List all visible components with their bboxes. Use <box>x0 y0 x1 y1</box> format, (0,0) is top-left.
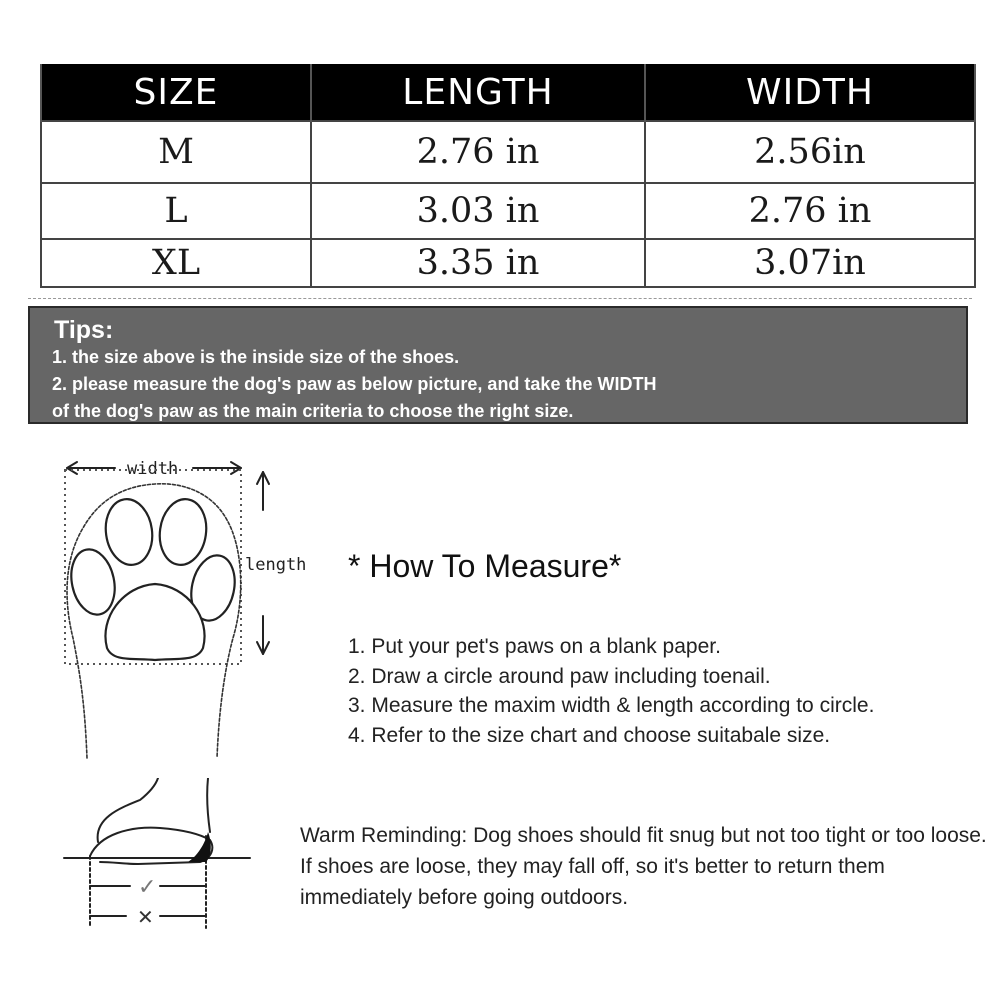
tips-line-3: of the dog's paw as the main criteria to choose the right size. <box>52 401 574 421</box>
list-item: 2. Draw a circle around paw including toenail. <box>348 664 771 688</box>
how-to-measure-title: * How To Measure* <box>348 548 622 584</box>
tips-line-1: 1. the size above is the inside size of the shoes. <box>52 347 460 367</box>
table-header-row <box>41 64 975 121</box>
length-label: length <box>245 555 307 575</box>
size-cell: M <box>41 121 311 183</box>
tips-title: Tips: <box>54 316 114 344</box>
length-cell: 3.35 in <box>311 239 645 287</box>
paw-measure-illustration <box>55 448 315 763</box>
table-row <box>41 121 975 183</box>
tips-line-2: 2. please measure the dog's paw as below picture, and take the WIDTH <box>52 374 657 394</box>
tips-box <box>28 306 968 424</box>
table-row <box>41 239 975 287</box>
header-width: WIDTH <box>645 64 975 121</box>
width-cell: 2.56in <box>645 121 975 183</box>
shoe-fit-illustration <box>60 778 260 938</box>
width-cell: 2.76 in <box>645 183 975 239</box>
size-cell: L <box>41 183 311 239</box>
cross-icon: ✕ <box>137 905 154 929</box>
list-item: 1. Put your pet's paws on a blank paper. <box>348 635 721 658</box>
measure-steps-list <box>348 632 874 750</box>
header-size: SIZE <box>41 64 311 121</box>
length-cell: 3.03 in <box>311 183 645 239</box>
dashed-divider <box>28 298 972 299</box>
width-cell: 3.07in <box>645 239 975 287</box>
width-label: width <box>127 459 179 479</box>
size-cell: XL <box>41 239 311 287</box>
list-item: 3. Measure the maxim width & length according to circle. <box>348 694 875 717</box>
warm-reminder-text: Warm Reminding: Dog shoes should fit snug but not too tight or too loose. If shoes are loose, they may fall off, so it's better to return them immediately before going outdoors. <box>300 824 987 909</box>
header-length: LENGTH <box>311 64 645 121</box>
table-row <box>41 183 975 239</box>
check-icon: ✓ <box>138 875 157 900</box>
list-item: 4. Refer to the size chart and choose suitabale size. <box>348 723 831 747</box>
size-chart-table <box>40 64 976 288</box>
length-cell: 2.76 in <box>311 121 645 183</box>
